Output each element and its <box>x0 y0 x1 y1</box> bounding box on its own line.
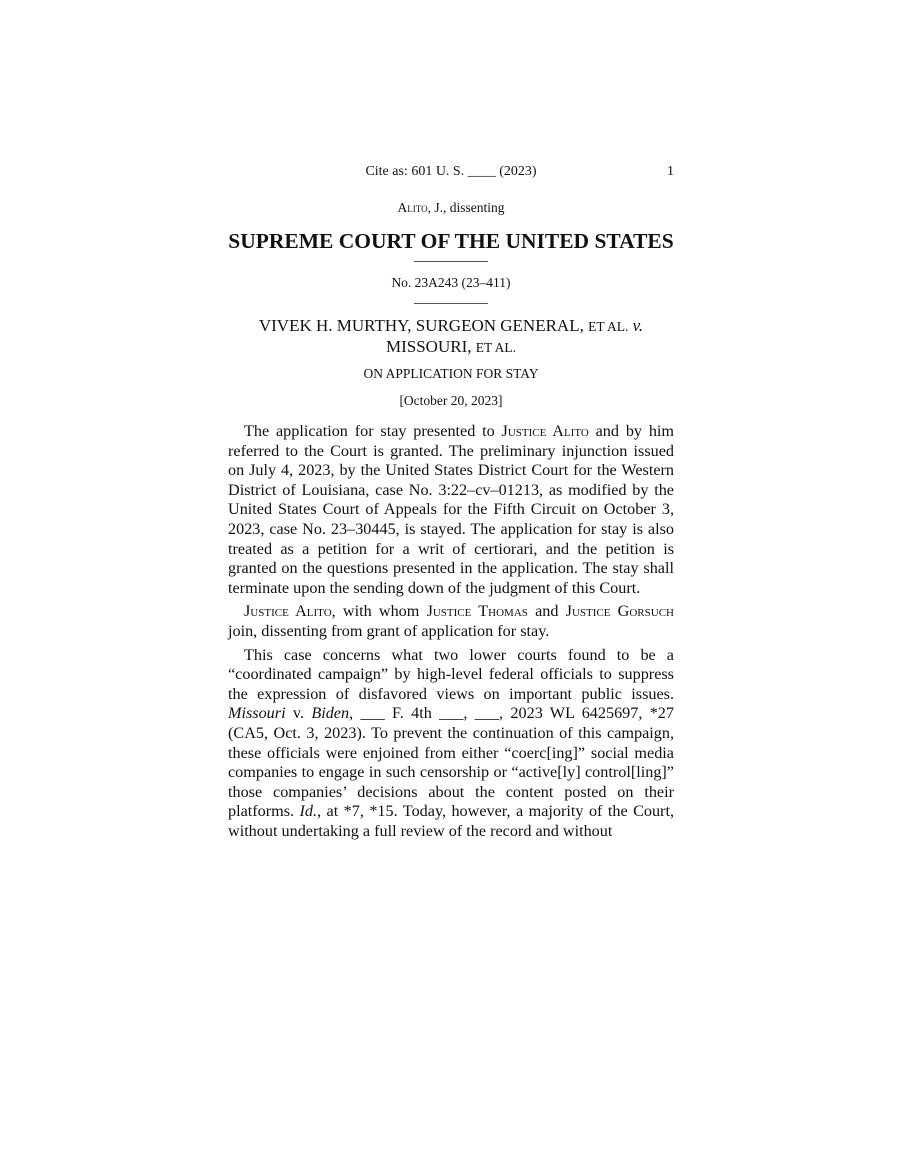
text-run: The application for stay presented to <box>244 422 502 440</box>
case-name: Missouri <box>228 704 286 723</box>
decision-date: [October 20, 2023] <box>399 393 503 408</box>
versus: v. <box>632 316 644 335</box>
respondent-et-al: ET AL. <box>475 340 516 355</box>
application-type: ON APPLICATION FOR STAY <box>363 366 539 381</box>
citation-id: Id. <box>299 802 318 821</box>
petitioner: VIVEK H. MURTHY, SURGEON GENERAL, <box>258 316 584 335</box>
divider-rule <box>414 303 488 304</box>
text-run: , ___ F. 4th ___, ___, 2023 WL 6425697, *27 (CA5, Oct. 3, 2023). To prevent the continuation of this campaign, these officials were enjoined from either “coerc[ing]” social media companies to engage in such censorship or “active[ly] control[ling]” those companies’ decisions about the content posted on their platforms. <box>228 704 674 821</box>
page-number: 1 <box>667 164 674 179</box>
text-run: join, dissenting from grant of application for stay. <box>228 621 550 640</box>
opinion-body <box>228 422 674 845</box>
text-run: and <box>527 602 566 621</box>
justice-name: Justice Alito <box>501 422 589 440</box>
text-run: and by him referred to the Court is granted. The preliminary injunction issued on July 4, 2023, by the United States District Court for the Western District of Louisiana, case No. 3:22–cv–01213, as modified by the United States Court of Appeals for the Fifth Circuit on October 3, 2023, case No. 23–30445, is stayed. The application for stay is also treated as a petition for a writ of certiorari, and the petition is granted on the questions presented in the application. The stay shall terminate upon the sending down of the judgment of this Court. <box>228 422 674 597</box>
running-head <box>228 200 674 216</box>
text-run: v. <box>285 704 312 723</box>
running-head-justice: Alito <box>397 200 428 215</box>
court-title: SUPREME COURT OF THE UNITED STATES <box>228 229 674 253</box>
respondent: MISSOURI, <box>386 337 472 356</box>
page-header <box>228 164 674 184</box>
paragraph-dissent-intro <box>228 602 674 641</box>
text-run: This case concerns what two lower courts found to be a “coordinated campaign” by high-level federal officials to suppress the expression of disfavored views on important public issues. <box>228 645 674 703</box>
justice-name: Justice Thomas <box>426 602 528 621</box>
text-run: , with whom <box>331 602 427 621</box>
case-name: Biden <box>311 704 350 723</box>
opinion-page <box>228 0 674 1165</box>
case-caption <box>228 316 674 358</box>
text-run: , at *7, *15. Today, however, a majority of the Court, without undertaking a full review of the record and without <box>228 802 674 840</box>
running-head-suffix: , J., dissenting <box>427 200 505 215</box>
paragraph-dissent-body <box>228 646 674 842</box>
petitioner-et-al: ET AL. <box>588 319 629 334</box>
justice-name: Justice Gorsuch <box>565 602 674 621</box>
citation: Cite as: 601 U. S. ____ (2023) <box>365 164 537 179</box>
justice-name: Justice Alito <box>244 602 332 621</box>
paragraph-order <box>228 422 674 598</box>
divider-rule <box>414 261 488 262</box>
docket-number: No. 23A243 (23–411) <box>391 275 511 290</box>
